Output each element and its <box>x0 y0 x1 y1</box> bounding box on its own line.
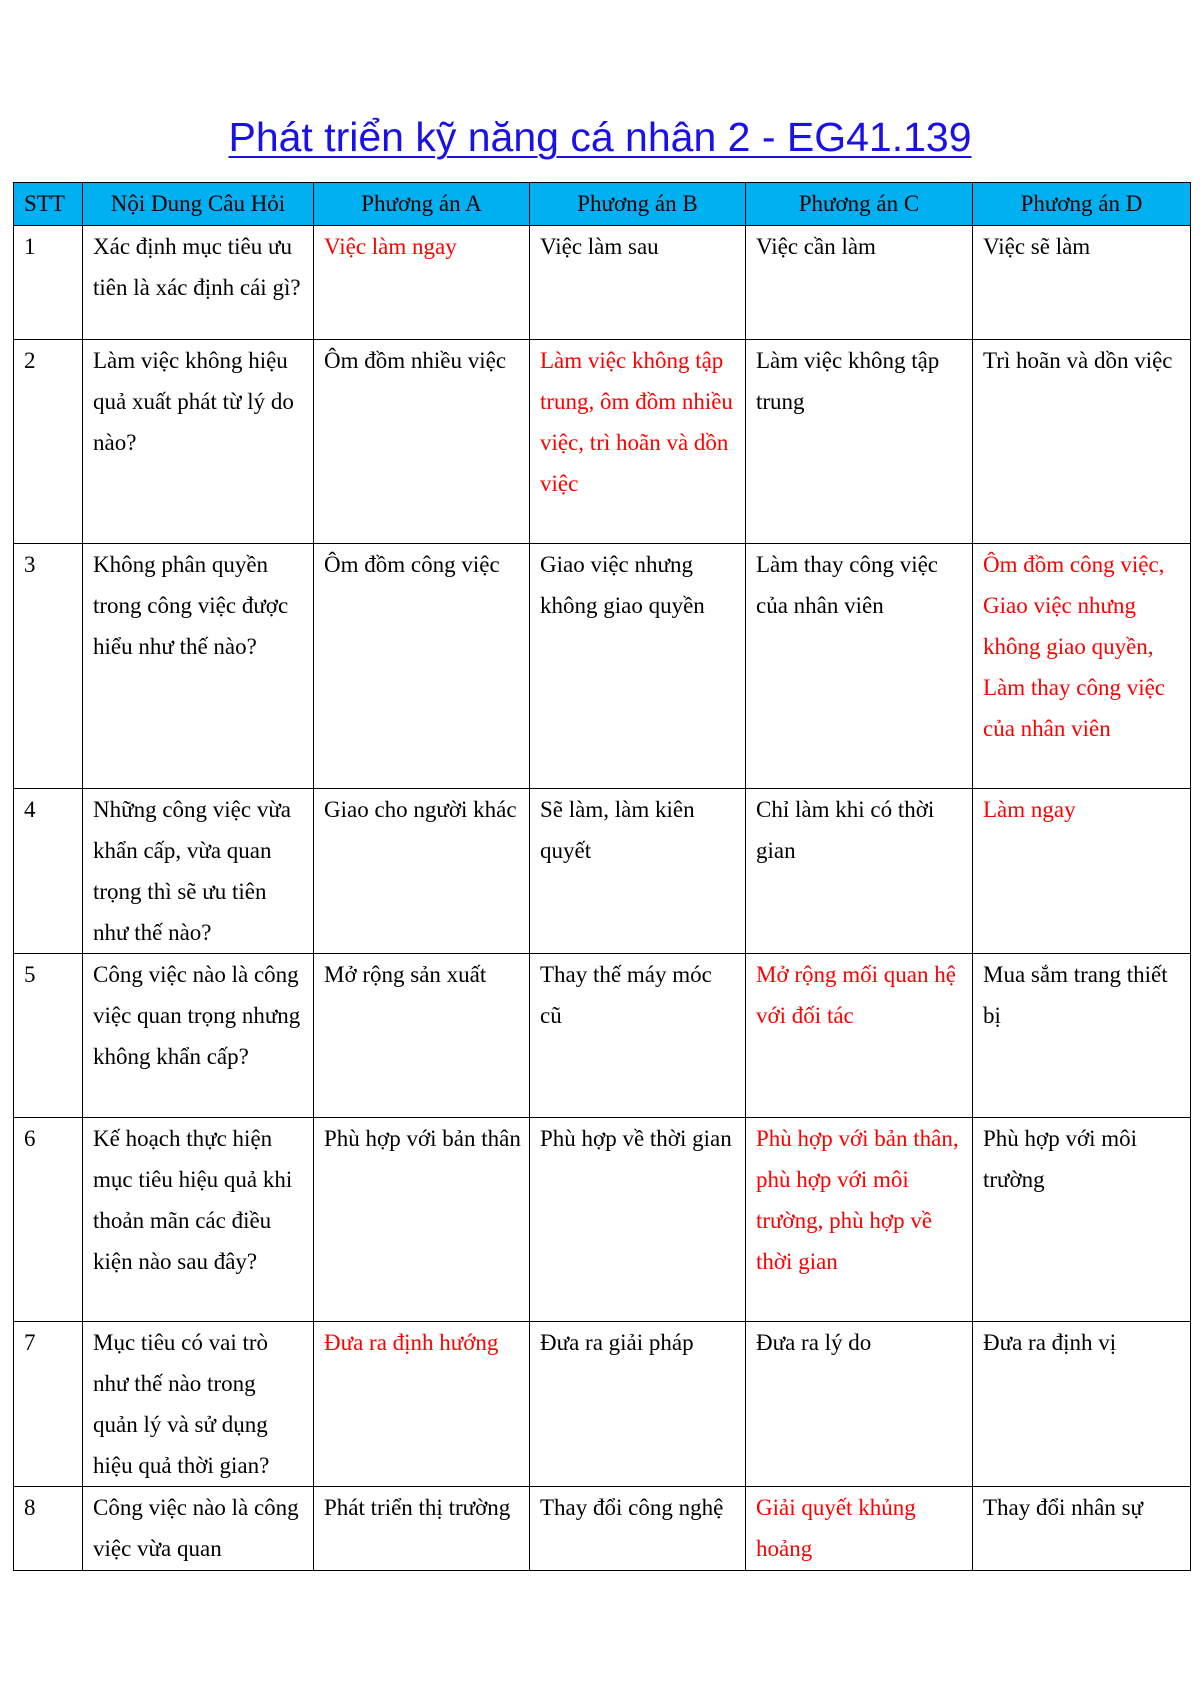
option-c-cell: Đưa ra lý do <box>746 1322 973 1487</box>
option-d-cell: Phù hợp với môi trường <box>973 1118 1191 1322</box>
table-row <box>14 1322 1191 1487</box>
option-c-cell: Việc cần làm <box>746 226 973 340</box>
header-option-c: Phương án C <box>746 183 973 226</box>
option-b-cell: Sẽ làm, làm kiên quyết <box>530 789 746 954</box>
option-d-cell: Mua sắm trang thiết bị <box>973 954 1191 1118</box>
option-d-cell: Đưa ra định vị <box>973 1322 1191 1487</box>
question-cell: Không phân quyền trong công việc được hiểu như thế nào? <box>83 544 314 789</box>
header-option-d: Phương án D <box>973 183 1191 226</box>
header-option-a: Phương án A <box>314 183 530 226</box>
option-a-cell: Đưa ra định hướng <box>314 1322 530 1487</box>
option-c-cell: Chỉ làm khi có thời gian <box>746 789 973 954</box>
table-row <box>14 340 1191 544</box>
document-title: Phát triển kỹ năng cá nhân 2 - EG41.139 <box>228 114 972 160</box>
option-a-cell: Việc làm ngay <box>314 226 530 340</box>
question-cell: Những công việc vừa khẩn cấp, vừa quan trọng thì sẽ ưu tiên như thế nào? <box>83 789 314 954</box>
option-c-cell: Mở rộng mối quan hệ với đối tác <box>746 954 973 1118</box>
table-row <box>14 1487 1191 1571</box>
row-number: 3 <box>14 544 83 789</box>
option-b-cell: Giao việc nhưng không giao quyền <box>530 544 746 789</box>
option-b-cell: Làm việc không tập trung, ôm đồm nhiều việc, trì hoãn và dồn việc <box>530 340 746 544</box>
table-row <box>14 789 1191 954</box>
option-b-cell: Thay thế máy móc cũ <box>530 954 746 1118</box>
option-a-cell: Ôm đồm nhiều việc <box>314 340 530 544</box>
option-d-cell: Trì hoãn và dồn việc <box>973 340 1191 544</box>
option-a-cell: Ôm đồm công việc <box>314 544 530 789</box>
question-cell: Công việc nào là công việc quan trọng nhưng không khẩn cấp? <box>83 954 314 1118</box>
question-cell: Công việc nào là công việc vừa quan <box>83 1487 314 1571</box>
row-number: 6 <box>14 1118 83 1322</box>
question-cell: Kế hoạch thực hiện mục tiêu hiệu quả khi thoản mãn các điều kiện nào sau đây? <box>83 1118 314 1322</box>
row-number: 5 <box>14 954 83 1118</box>
option-b-cell: Việc làm sau <box>530 226 746 340</box>
option-b-cell: Phù hợp về thời gian <box>530 1118 746 1322</box>
question-cell: Mục tiêu có vai trò như thế nào trong quản lý và sử dụng hiệu quả thời gian? <box>83 1322 314 1487</box>
row-number: 8 <box>14 1487 83 1571</box>
table-header-row <box>14 183 1191 226</box>
option-c-cell: Làm thay công việc của nhân viên <box>746 544 973 789</box>
option-d-cell: Việc sẽ làm <box>973 226 1191 340</box>
option-d-cell: Ôm đồm công việc, Giao việc nhưng không giao quyền, Làm thay công việc của nhân viên <box>973 544 1191 789</box>
option-c-cell: Làm việc không tập trung <box>746 340 973 544</box>
option-b-cell: Thay đổi công nghệ <box>530 1487 746 1571</box>
option-a-cell: Mở rộng sản xuất <box>314 954 530 1118</box>
table-row <box>14 544 1191 789</box>
row-number: 1 <box>14 226 83 340</box>
option-c-cell: Giải quyết khủng hoảng <box>746 1487 973 1571</box>
question-cell: Làm việc không hiệu quả xuất phát từ lý do nào? <box>83 340 314 544</box>
option-b-cell: Đưa ra giải pháp <box>530 1322 746 1487</box>
header-option-b: Phương án B <box>530 183 746 226</box>
option-d-cell: Làm ngay <box>973 789 1191 954</box>
option-a-cell: Phù hợp với bản thân <box>314 1118 530 1322</box>
question-table <box>13 182 1191 1571</box>
option-d-cell: Thay đổi nhân sự <box>973 1487 1191 1571</box>
row-number: 4 <box>14 789 83 954</box>
table-row <box>14 1118 1191 1322</box>
option-a-cell: Giao cho người khác <box>314 789 530 954</box>
row-number: 2 <box>14 340 83 544</box>
row-number: 7 <box>14 1322 83 1487</box>
option-c-cell: Phù hợp với bản thân, phù hợp với môi trường, phù hợp về thời gian <box>746 1118 973 1322</box>
question-cell: Xác định mục tiêu ưu tiên là xác định cái gì? <box>83 226 314 340</box>
option-a-cell: Phát triển thị trường <box>314 1487 530 1571</box>
table-row <box>14 954 1191 1118</box>
table-row <box>14 226 1191 340</box>
header-question: Nội Dung Câu Hỏi <box>83 183 314 226</box>
header-stt: STT <box>14 183 83 226</box>
